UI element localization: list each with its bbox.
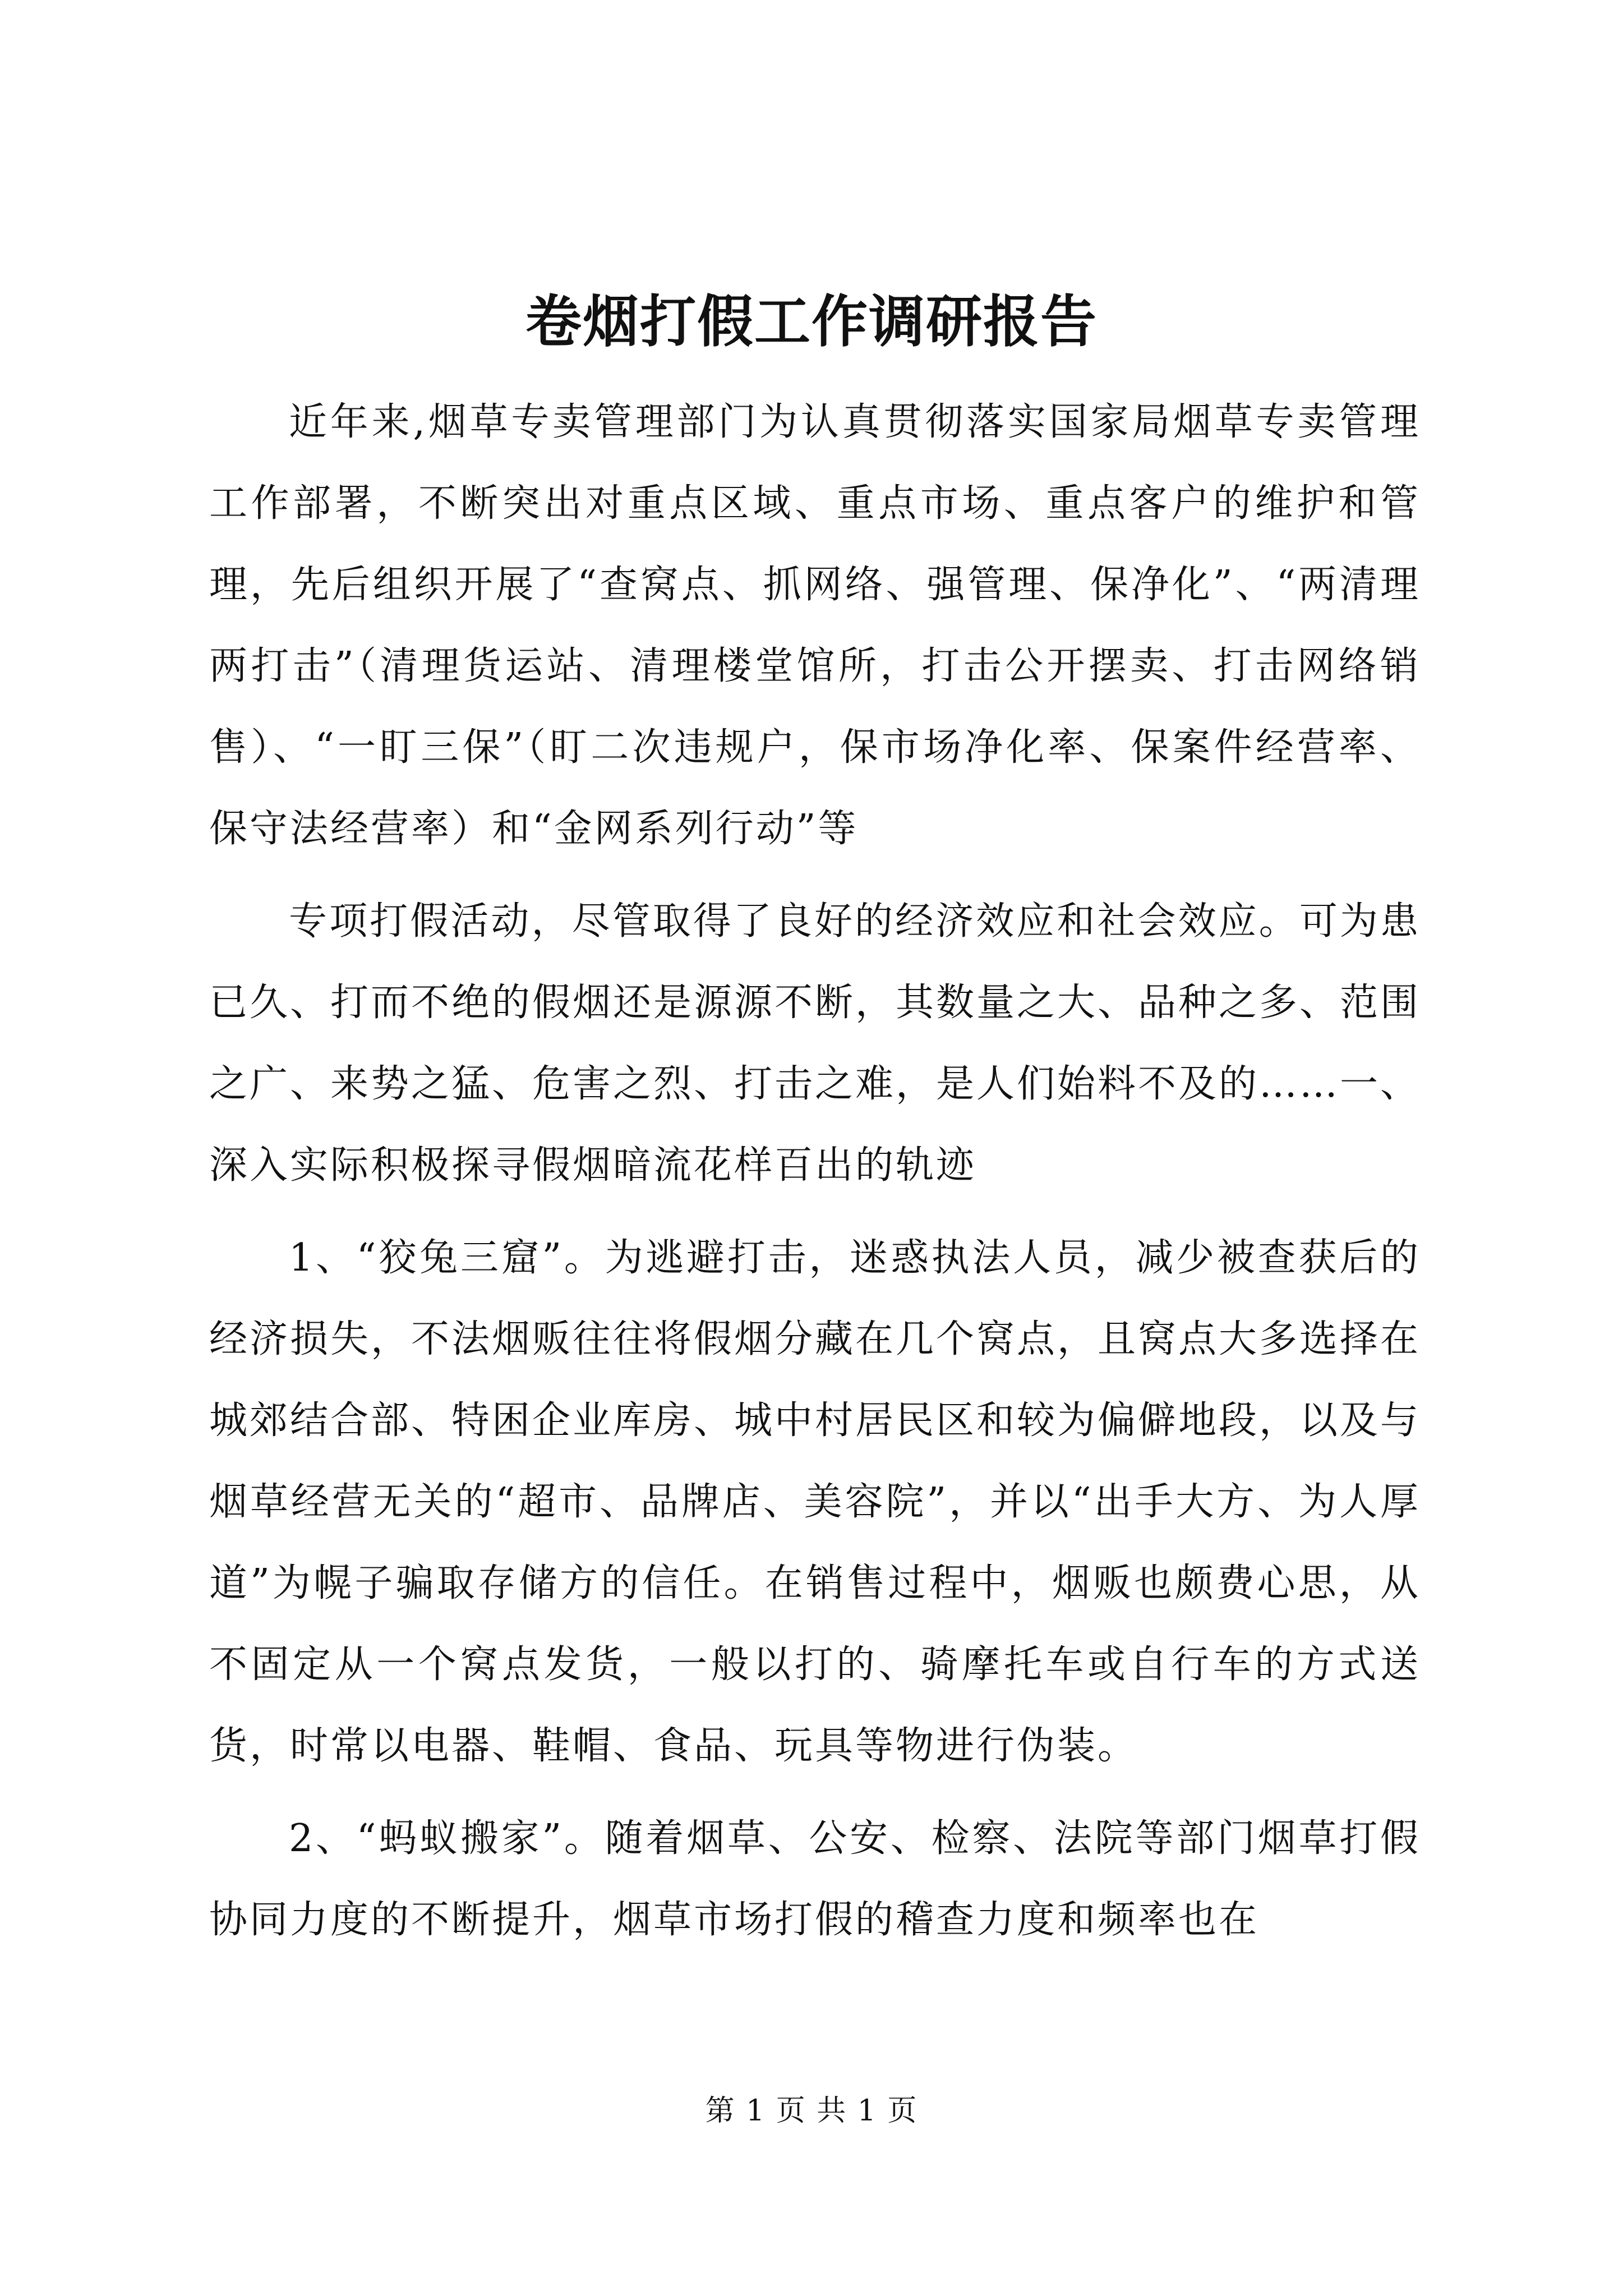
page-footer: 第 1 页 共 1 页: [705, 2094, 918, 2128]
document-body: [209, 381, 1421, 1961]
paragraph-special-campaign: 专项打假活动，尽管取得了良好的经济效应和社会效应。可为患已久、打而不绝的假烟还是源源不断，其数量之大、品种之多、范围之广、来势之猛、危害之烈、打击之难，是人们始料不及的……一、深入实际积极探寻假烟暗流花样百出的轨迹: [209, 899, 1421, 1188]
paragraph-point-1: 1、“狡兔三窟”。为逃避打击，迷惑执法人员，减少被查获后的经济损失，不法烟贩往往将假烟分藏在几个窝点，且窝点大多选择在城郊结合部、特困企业库房、城中村居民区和较为偏僻地段，以及与烟草经营无关的“超市、品牌店、美容院”，并以“出手大方、为人厚道”为幌子骗取存储方的信任。在销售过程中，烟贩也颇费心思，从不固定从一个窝点发货，一般以打的、骑摩托车或自行车的方式送货，时常以电器、鞋帽、食品、玩具等物进行伪装。: [209, 1236, 1421, 1768]
paragraph-point-2: 2、“蚂蚁搬家”。随着烟草、公安、检察、法院等部门烟草打假协同力度的不断提升，烟草市场打假的稽查力度和频率也在: [209, 1816, 1421, 1942]
paragraph-intro: 近年来,烟草专卖管理部门为认真贯彻落实国家局烟草专卖管理工作部署，不断突出对重点区域、重点市场、重点客户的维护和管理，先后组织开展了“查窝点、抓网络、强管理、保净化”、“两清理两打击”（清理货运站、清理楼堂馆所，打击公开摆卖、打击网络销售）、“一盯三保”（盯二次违规户，保市场净化率、保案件经营率、保守法经营率）和“金网系列行动”等: [209, 400, 1421, 851]
document-title: 卷烟打假工作调研报告: [525, 288, 1098, 355]
